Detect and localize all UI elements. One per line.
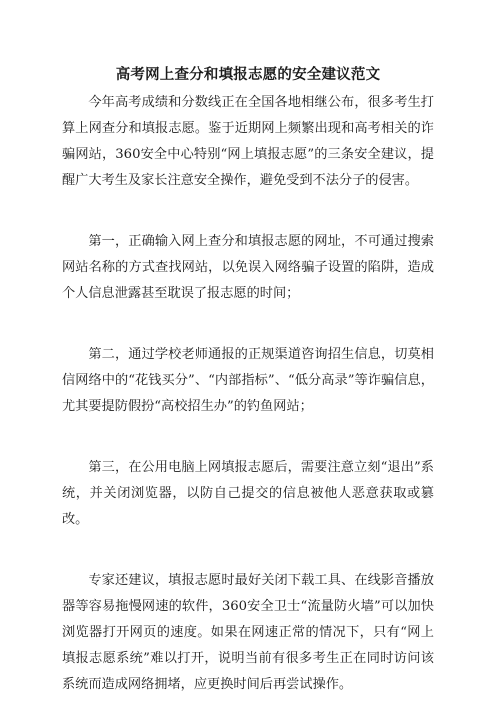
paragraph-first-suggestion: 第一，正确输入网上查分和填报志愿的网址，不可通过搜索网站名称的方式查找网站，以免误入网络骗子设置的陷阱，造成个人信息泄露甚至耽误了报志愿的时间； (62, 234, 434, 301)
paragraph-second-suggestion: 第二，通过学校老师通报的正规渠道咨询招生信息，切莫相信网络中的“花钱买分”、“内部指标”、“低分高录”等诈骗信息，尤其要提防假扮“高校招生办”的钓鱼网站； (62, 347, 434, 414)
document-title: 高考网上查分和填报志愿的安全建议范文 (115, 66, 381, 83)
paragraph-expert-advice: 专家还建议，填报志愿时最好关闭下载工具、在线影音播放器等容易拖慢网速的软件，360安全卫士“流量防火墙”可以加快浏览器打开网页的速度。如果在网速正常的情况下，只有“网上填报志愿系统”难以打开，说明当前有很多考生正在同时访问该系统而造成网络拥堵，应更换时间后再尝试操作。 (62, 573, 434, 692)
paragraph-third-suggestion: 第三，在公用电脑上网填报志愿后，需要注意立刻“退出”系统，并关闭浏览器，以防自己提交的信息被他人恶意获取或篡改。 (62, 460, 434, 527)
paragraph-intro: 今年高考成绩和分数线正在全国各地相继公布，很多考生打算上网查分和填报志愿。鉴于近期网上频繁出现和高考相关的诈骗网站，360安全中心特别“网上填报志愿”的三条安全建议，提醒广大考生及家长注意安全操作，避免受到不法分子的侵害。 (62, 95, 434, 188)
